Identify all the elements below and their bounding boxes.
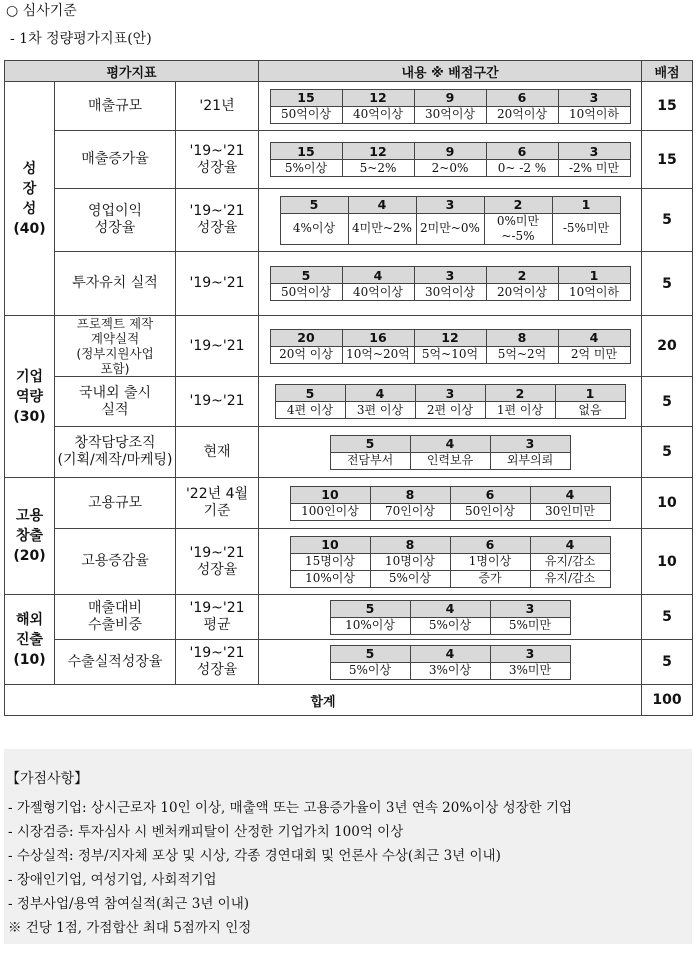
points-cell: 10 xyxy=(290,486,370,503)
period-label: 성장율 xyxy=(196,220,238,236)
range-cell: 2억 미만 xyxy=(558,346,630,363)
score-range-cell xyxy=(259,377,642,427)
score-range-cell xyxy=(259,478,642,529)
range-cell: 증가 xyxy=(450,570,530,587)
range-cell: 30인미만 xyxy=(530,503,610,520)
points-cell: 4 xyxy=(530,486,610,503)
score-range-cell xyxy=(259,427,642,478)
range-cell: 유지/감소 xyxy=(530,553,610,570)
period-label: 성장율 xyxy=(196,561,238,578)
bonus-item: - 수상실적: 정부/지자체 포상 및 시상, 각종 경연대회 및 언론사 수상(최근 3년 이내) xyxy=(8,848,501,864)
table-row xyxy=(5,131,693,189)
score-range-table xyxy=(290,536,611,588)
bonus-note: ※ 건당 1점, 가점합산 최대 5점까지 인정 xyxy=(8,920,252,936)
category-label: (30) xyxy=(13,408,46,425)
header-content: 내용 ※ 배점구간 xyxy=(259,61,642,82)
range-row xyxy=(275,402,625,419)
points-cell: 4 xyxy=(410,600,490,617)
points-cell: 2 xyxy=(486,267,558,284)
range-row xyxy=(330,452,570,469)
period-label: '21년 xyxy=(199,97,235,114)
points-cell: 8 xyxy=(486,329,558,346)
period-cell xyxy=(176,427,259,478)
points-cell: 1 xyxy=(558,267,630,284)
header-score: 배점 xyxy=(642,61,693,82)
period-label: '19~'21 xyxy=(189,600,245,616)
indicator-label: 계약실적 xyxy=(90,331,140,346)
points-cell: 5 xyxy=(275,385,345,402)
indicator-cell xyxy=(55,478,176,529)
range-cell: -2% 미만 xyxy=(558,160,630,177)
range-cell: 5억~10억 xyxy=(414,346,486,363)
category-label: 성 xyxy=(22,200,37,217)
points-cell: 8 xyxy=(370,486,450,503)
range-cell: 5%이상 xyxy=(370,570,450,587)
range-cell: 유지/감소 xyxy=(530,570,610,587)
table-header-row xyxy=(5,61,693,82)
range-cell: 10억이하 xyxy=(558,284,630,301)
indicator-label: 투자유치 실적 xyxy=(72,275,158,291)
points-row xyxy=(290,486,610,503)
points-cell: 4 xyxy=(558,329,630,346)
range-row xyxy=(270,160,630,177)
range-row xyxy=(270,106,630,123)
points-cell: 3 xyxy=(490,645,570,662)
points-row xyxy=(270,329,630,346)
period-cell xyxy=(176,252,259,316)
points-cell: 15 xyxy=(270,89,342,106)
period-cell xyxy=(176,82,259,131)
bonus-item: - 정부사업/용역 참여실적(최근 3년 이내) xyxy=(8,896,250,912)
score-cell: 15 xyxy=(642,82,693,131)
range-cell: 5~2% xyxy=(342,160,414,177)
bonus-title: 【가점사항】 xyxy=(6,771,89,787)
category-label: (40) xyxy=(13,220,46,237)
category-label: 역량 xyxy=(15,388,44,405)
period-label: '22년 4월 xyxy=(185,486,249,502)
indicator-cell xyxy=(55,595,176,640)
score-range-cell xyxy=(259,131,642,189)
period-label: '19~'21 xyxy=(189,142,245,159)
points-cell: 5 xyxy=(330,645,410,662)
period-cell xyxy=(176,529,259,595)
indicator-label: (정부지원사업 xyxy=(76,346,154,361)
range-cell: 4편 이상 xyxy=(275,402,345,419)
category-label: (10) xyxy=(13,651,46,668)
range-cell: 10억이하 xyxy=(558,106,630,123)
points-cell: 3 xyxy=(416,196,484,213)
section-heading: ○ 심사기준 xyxy=(6,3,77,19)
period-cell xyxy=(176,189,259,252)
table-row xyxy=(5,252,693,316)
table-row xyxy=(5,427,693,478)
range-cell: 30억이상 xyxy=(414,284,486,301)
total-label: 합계 xyxy=(5,685,642,716)
indicator-cell xyxy=(55,189,176,252)
period-label: 성장율 xyxy=(196,159,238,176)
points-row xyxy=(280,196,620,213)
points-cell: 3 xyxy=(414,267,486,284)
score-cell: 5 xyxy=(642,377,693,427)
range-cell: 20억이상 xyxy=(486,106,558,123)
bonus-item: - 시장검증: 투자심사 시 벤처캐피탈이 산정한 기업가치 100억 이상 xyxy=(8,824,404,840)
range-cell: 100인이상 xyxy=(290,503,370,520)
category-label: 진출 xyxy=(15,631,44,648)
indicator-label: 매출증가율 xyxy=(81,151,149,167)
period-label: '19~'21 xyxy=(189,275,245,291)
points-cell: 16 xyxy=(342,329,414,346)
score-range-cell xyxy=(259,316,642,377)
range-row xyxy=(290,503,610,520)
score-range-table xyxy=(330,645,571,680)
score-cell: 5 xyxy=(642,427,693,478)
range-cell: 5%이상 xyxy=(270,160,342,177)
range-row xyxy=(270,284,630,301)
range-row xyxy=(330,617,570,634)
category-label: (20) xyxy=(13,548,46,564)
points-row xyxy=(275,385,625,402)
indicator-label: 성장율 xyxy=(94,220,136,236)
points-cell: 3 xyxy=(415,385,485,402)
category-label: 성 xyxy=(22,160,37,177)
range-cell: 20억 이상 xyxy=(270,346,342,363)
range-cell: 4%이상 xyxy=(280,213,348,244)
indicator-label: 매출대비 xyxy=(87,600,143,616)
range-cell: 0%미만~-5% xyxy=(484,213,552,244)
indicator-label: 고용규모 xyxy=(87,494,143,511)
range-cell: 10%이상 xyxy=(290,570,370,587)
points-cell: 9 xyxy=(414,143,486,160)
range-cell: 5%이상 xyxy=(410,617,490,634)
points-cell: 2 xyxy=(484,196,552,213)
table-row xyxy=(5,82,693,131)
score-cell: 5 xyxy=(642,595,693,640)
period-label: 현재 xyxy=(203,443,231,460)
points-cell: 2 xyxy=(485,385,555,402)
range-row xyxy=(330,662,570,679)
score-range-cell xyxy=(259,595,642,640)
indicator-cell xyxy=(55,252,176,316)
indicator-cell xyxy=(55,427,176,478)
period-cell xyxy=(176,377,259,427)
table-row xyxy=(5,377,693,427)
range-cell: 20억이상 xyxy=(486,284,558,301)
indicator-label: 실적 xyxy=(101,401,129,418)
points-cell: 4 xyxy=(348,196,416,213)
range-cell: 15명이상 xyxy=(290,553,370,570)
header-indicator: 평가지표 xyxy=(5,61,259,82)
points-cell: 15 xyxy=(270,143,342,160)
range-cell: 40억이상 xyxy=(342,284,414,301)
range-cell: 3%미만 xyxy=(490,662,570,679)
category-label: 창출 xyxy=(15,528,44,544)
range-cell: 5%이상 xyxy=(330,662,410,679)
score-range-table xyxy=(290,486,611,521)
points-cell: 4 xyxy=(342,267,414,284)
indicator-label: 프로젝트 제작 xyxy=(76,316,154,331)
range-cell: 0~ -2 % xyxy=(486,160,558,177)
points-cell: 10 xyxy=(290,536,370,553)
score-range-table xyxy=(330,435,571,470)
score-cell: 10 xyxy=(642,529,693,595)
category-label: 기업 xyxy=(15,368,44,385)
category-cell xyxy=(5,82,55,316)
indicator-label: 영업이익 xyxy=(87,203,143,219)
bonus-item: - 가젤형기업: 상시근로자 10인 이상, 매출액 또는 고용증가율이 3년 연속 20%이상 성장한 기업 xyxy=(8,800,573,816)
range-row xyxy=(290,553,610,570)
points-cell: 12 xyxy=(342,143,414,160)
total-row xyxy=(5,685,693,716)
range-cell: 10억~20억 xyxy=(342,346,414,363)
points-cell: 3 xyxy=(490,435,570,452)
range-cell: 없음 xyxy=(555,402,625,419)
range-cell: 10%이상 xyxy=(330,617,410,634)
range-cell: 40억이상 xyxy=(342,106,414,123)
indicator-cell xyxy=(55,640,176,685)
indicator-label: 포함) xyxy=(100,361,130,376)
range-cell: 3%이상 xyxy=(410,662,490,679)
range-row xyxy=(280,213,620,244)
period-cell xyxy=(176,131,259,189)
range-cell: -5%미만 xyxy=(552,213,620,244)
category-cell xyxy=(5,316,55,478)
range-row xyxy=(290,570,610,587)
range-cell: 50억이상 xyxy=(270,106,342,123)
points-cell: 5 xyxy=(330,600,410,617)
table-row xyxy=(5,316,693,377)
score-range-cell xyxy=(259,189,642,252)
table-row xyxy=(5,189,693,252)
points-cell: 8 xyxy=(370,536,450,553)
period-label: '19~'21 xyxy=(189,544,245,561)
range-cell: 70인이상 xyxy=(370,503,450,520)
indicator-label: 수출실적성장율 xyxy=(67,653,163,670)
score-cell: 15 xyxy=(642,131,693,189)
points-cell: 1 xyxy=(555,385,625,402)
points-cell: 4 xyxy=(410,645,490,662)
points-cell: 6 xyxy=(486,89,558,106)
score-cell: 5 xyxy=(642,640,693,685)
points-cell: 3 xyxy=(558,89,630,106)
score-range-cell xyxy=(259,640,642,685)
points-cell: 9 xyxy=(414,89,486,106)
bonus-section xyxy=(4,749,692,944)
table-row xyxy=(5,529,693,595)
score-range-table xyxy=(270,142,631,177)
indicator-cell xyxy=(55,316,176,377)
points-row xyxy=(270,267,630,284)
points-cell: 5 xyxy=(270,267,342,284)
points-row xyxy=(290,536,610,553)
indicator-cell xyxy=(55,529,176,595)
points-cell: 1 xyxy=(552,196,620,213)
category-label: 해외 xyxy=(15,611,44,628)
range-cell: 30억이상 xyxy=(414,106,486,123)
indicator-label: 국내외 출시 xyxy=(78,384,152,401)
points-cell: 4 xyxy=(410,435,490,452)
score-range-cell xyxy=(259,252,642,316)
category-label: 장 xyxy=(22,180,37,197)
range-cell: 2편 이상 xyxy=(415,402,485,419)
range-cell: 3편 이상 xyxy=(345,402,415,419)
points-cell: 5 xyxy=(280,196,348,213)
range-cell: 5억~2억 xyxy=(486,346,558,363)
period-cell xyxy=(176,595,259,640)
score-range-table xyxy=(330,600,571,635)
points-cell: 4 xyxy=(345,385,415,402)
table-row xyxy=(5,640,693,685)
range-cell: 전담부서 xyxy=(330,452,410,469)
period-label: 기준 xyxy=(203,503,231,519)
score-range-table xyxy=(270,266,631,301)
range-cell: 50억이상 xyxy=(270,284,342,301)
points-cell: 6 xyxy=(450,536,530,553)
score-cell: 5 xyxy=(642,189,693,252)
score-range-table xyxy=(270,329,631,364)
score-range-cell xyxy=(259,82,642,131)
score-range-table xyxy=(275,384,626,419)
range-cell: 5%미만 xyxy=(490,617,570,634)
period-label: '19~'21 xyxy=(189,203,245,219)
points-cell: 12 xyxy=(414,329,486,346)
points-cell: 20 xyxy=(270,329,342,346)
evaluation-table xyxy=(4,60,693,716)
indicator-label: (기획/제작/마케팅) xyxy=(57,452,173,468)
range-row xyxy=(270,346,630,363)
category-cell xyxy=(5,595,55,685)
points-cell: 4 xyxy=(530,536,610,553)
period-label: '19~'21 xyxy=(189,393,245,409)
score-range-table xyxy=(280,196,621,245)
indicator-label: 매출규모 xyxy=(87,97,143,114)
points-cell: 6 xyxy=(450,486,530,503)
indicator-cell xyxy=(55,377,176,427)
score-range-cell xyxy=(259,529,642,595)
bonus-item: - 장애인기업, 여성기업, 사회적기업 xyxy=(8,872,217,888)
range-cell: 2미만~0% xyxy=(416,213,484,244)
range-cell: 외부의뢰 xyxy=(490,452,570,469)
section-subheading: - 1차 정량평가지표(안) xyxy=(10,31,152,47)
indicator-label: 고용증감율 xyxy=(81,553,149,569)
score-range-table xyxy=(270,89,631,124)
range-cell: 2~0% xyxy=(414,160,486,177)
period-cell xyxy=(176,478,259,529)
period-label: 평균 xyxy=(203,617,231,633)
points-cell: 6 xyxy=(486,143,558,160)
range-cell: 10명이상 xyxy=(370,553,450,570)
range-cell: 인력보유 xyxy=(410,452,490,469)
range-cell: 1명이상 xyxy=(450,553,530,570)
points-cell: 3 xyxy=(558,143,630,160)
indicator-label: 창작담당조직 xyxy=(74,435,156,451)
period-cell xyxy=(176,640,259,685)
points-row xyxy=(330,435,570,452)
indicator-label: 수출비중 xyxy=(87,617,143,633)
points-row xyxy=(330,600,570,617)
total-score: 100 xyxy=(642,685,693,716)
points-row xyxy=(330,645,570,662)
period-label: 성장율 xyxy=(196,662,238,678)
period-label: '19~'21 xyxy=(189,645,245,661)
table-row xyxy=(5,478,693,529)
period-label: '19~'21 xyxy=(189,337,245,354)
range-cell: 1편 이상 xyxy=(485,402,555,419)
score-cell: 20 xyxy=(642,316,693,377)
points-row xyxy=(270,89,630,106)
indicator-cell xyxy=(55,131,176,189)
points-row xyxy=(270,143,630,160)
points-cell: 3 xyxy=(490,600,570,617)
table-row xyxy=(5,595,693,640)
score-cell: 5 xyxy=(642,252,693,316)
range-cell: 4미만~2% xyxy=(348,213,416,244)
period-cell xyxy=(176,316,259,377)
score-cell: 10 xyxy=(642,478,693,529)
range-cell: 50인이상 xyxy=(450,503,530,520)
points-cell: 12 xyxy=(342,89,414,106)
points-cell: 5 xyxy=(330,435,410,452)
category-label: 고용 xyxy=(15,508,44,524)
indicator-cell xyxy=(55,82,176,131)
category-cell xyxy=(5,478,55,595)
